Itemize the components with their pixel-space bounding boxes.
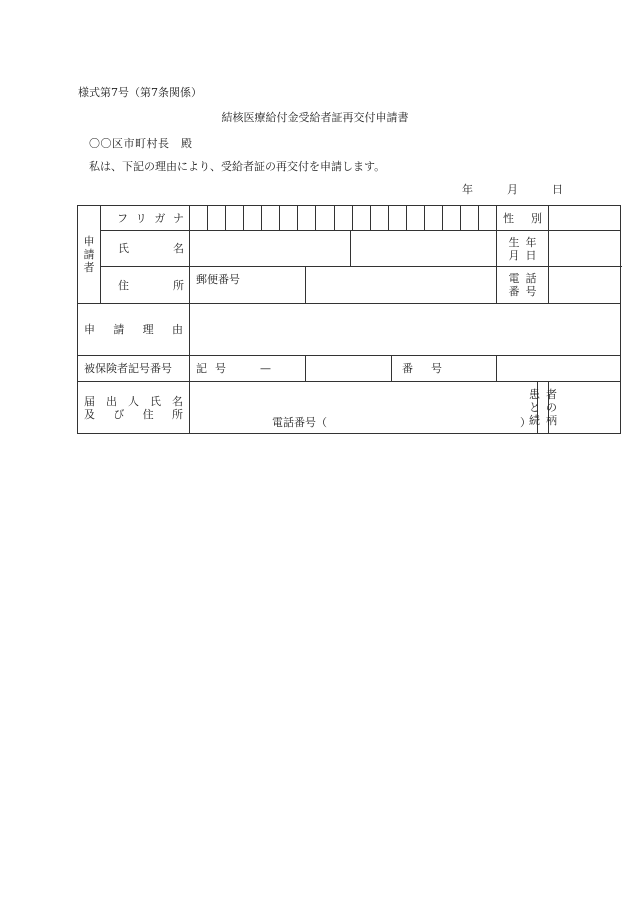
sex-input[interactable] (549, 206, 621, 231)
insured-number-label: 被保険者記号番号 (78, 356, 190, 382)
postal-code-field[interactable]: 郵便番号 (190, 267, 306, 304)
reason-label: 申 請 理 由 (78, 304, 190, 356)
date-day-label: 日 (552, 183, 563, 196)
relation-label: 患 者 と の 続 柄 (538, 382, 549, 434)
bangou-label: 番 号 (392, 356, 497, 382)
notifier-phone-label: 電話番号（ (272, 416, 327, 429)
addressee: 〇〇区市町村長 殿 (89, 137, 193, 150)
notifier-label: 届 出 人 氏 名 及 び 住 所 (78, 382, 190, 434)
application-table (77, 205, 621, 434)
notifier-input[interactable] (190, 382, 538, 434)
kigou-input[interactable] (306, 356, 392, 382)
address-label: 住 所 (101, 267, 190, 304)
birth-input[interactable] (549, 231, 621, 267)
form-number: 様式第7号（第7条関係） (78, 86, 202, 99)
applicant-group-label: 申 請 者 (78, 206, 101, 304)
name-input-2[interactable] (351, 231, 497, 267)
kigou-field[interactable]: 記 号 — (190, 356, 306, 382)
relation-input[interactable] (549, 382, 621, 434)
sex-label: 性 別 (497, 206, 549, 231)
date-year-label: 年 (462, 183, 473, 196)
reason-input[interactable] (190, 304, 621, 356)
address-input[interactable] (306, 267, 497, 304)
date-line (462, 183, 563, 196)
kigou-separator: — (260, 362, 271, 375)
intro-text: 私は、下記の理由により、受給者証の再交付を申請します。 (89, 160, 386, 173)
bangou-input[interactable] (497, 356, 621, 382)
notifier-phone-close: ） (520, 416, 531, 429)
name-input-1[interactable] (190, 231, 351, 267)
birth-label: 生 年 月 日 (497, 231, 549, 267)
furigana-input[interactable] (190, 206, 497, 231)
furigana-label: フ リ ガ ナ (101, 206, 190, 231)
phone-label: 電 話 番 号 (497, 267, 549, 304)
form-title: 結核医療給付金受給者証再交付申請書 (221, 111, 409, 124)
date-month-label: 月 (507, 183, 518, 196)
name-label: 氏 名 (101, 231, 190, 267)
phone-input[interactable] (549, 267, 621, 304)
